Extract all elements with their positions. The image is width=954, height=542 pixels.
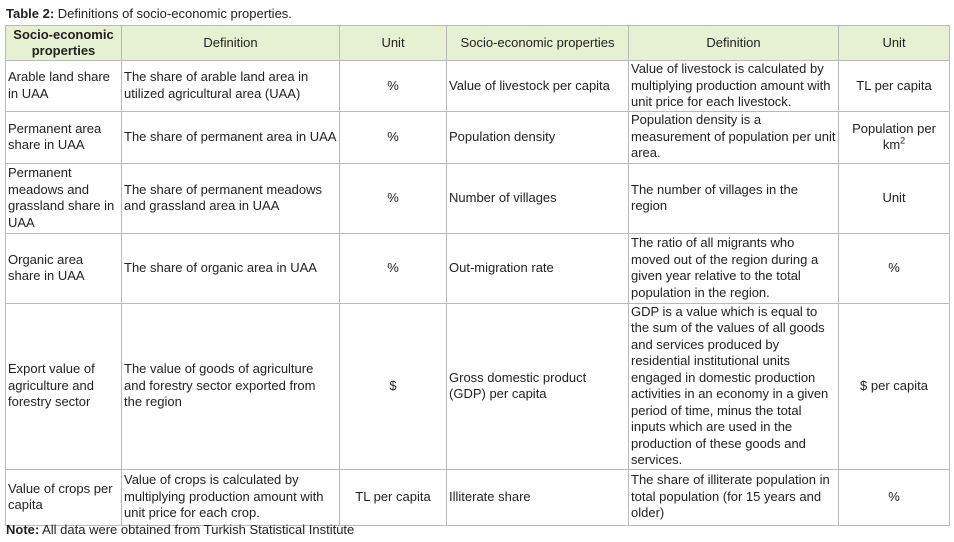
- header-unit-1: Unit: [340, 26, 447, 61]
- definition-cell: The value of goods of agriculture and forestry sector exported from the region: [122, 303, 340, 469]
- definition-cell: The share of arable land area in utilized agricultural area (UAA): [122, 61, 340, 112]
- unit-cell: %: [340, 163, 447, 233]
- unit-cell: TL per capita: [839, 61, 950, 112]
- table-caption-text: Definitions of socio-economic properties.: [57, 6, 292, 21]
- table-row: [6, 233, 950, 303]
- definitions-table: [5, 25, 950, 526]
- header-definition-2: Definition: [629, 26, 839, 61]
- property-cell: Export value of agriculture and forestry sector: [6, 303, 122, 469]
- unit-cell: Unit: [839, 163, 950, 233]
- property-cell: Permanent area share in UAA: [6, 111, 122, 163]
- header-unit-2: Unit: [839, 26, 950, 61]
- definition-cell: Value of livestock is calculated by multiplying production amount with unit price for each livestock.: [629, 61, 839, 112]
- property-cell: Arable land share in UAA: [6, 61, 122, 112]
- header-definition-1: Definition: [122, 26, 340, 61]
- unit-cell: %: [340, 233, 447, 303]
- definition-cell: The share of organic area in UAA: [122, 233, 340, 303]
- table-row: [6, 61, 950, 112]
- property-cell: Value of crops per capita: [6, 469, 122, 525]
- table-header-row: [6, 26, 950, 61]
- definition-cell: The share of permanent area in UAA: [122, 111, 340, 163]
- table-row: [6, 163, 950, 233]
- property-cell: Illiterate share: [447, 469, 629, 525]
- unit-text: Population per km: [852, 120, 936, 152]
- definition-cell: GDP is a value which is equal to the sum of the values of all goods and services produced by residential institutional units engaged in domestic production activities in an economy in a given period of time, minus the total inputs which are used in the production of these goods and services.: [629, 303, 839, 469]
- table-caption: [6, 6, 292, 22]
- property-cell: Population density: [447, 111, 629, 163]
- definition-cell: The ratio of all migrants who moved out of the region during a given year relative to the total population in the region.: [629, 233, 839, 303]
- property-cell: Number of villages: [447, 163, 629, 233]
- unit-cell: $: [340, 303, 447, 469]
- property-cell: Permanent meadows and grassland share in UAA: [6, 163, 122, 233]
- unit-cell: %: [340, 111, 447, 163]
- header-socio-economic-properties-1: Socio-economic properties: [6, 26, 122, 61]
- unit-superscript: 2: [900, 135, 906, 146]
- header-socio-economic-properties-2: Socio-economic properties: [447, 26, 629, 61]
- property-cell: Organic area share in UAA: [6, 233, 122, 303]
- unit-cell: $ per capita: [839, 303, 950, 469]
- definition-cell: The share of permanent meadows and grassland area in UAA: [122, 163, 340, 233]
- property-cell: Out-migration rate: [447, 233, 629, 303]
- table-note-text: All data were obtained from Turkish Statistical Institute: [42, 522, 355, 537]
- table-note: [6, 522, 354, 538]
- table-caption-label: Table 2:: [6, 6, 55, 21]
- definition-cell: Value of crops is calculated by multiplying production amount with unit price for each crop.: [122, 469, 340, 525]
- unit-cell: [839, 111, 950, 163]
- property-cell: Gross domestic product (GDP) per capita: [447, 303, 629, 469]
- table-note-label: Note:: [6, 522, 40, 537]
- property-cell: Value of livestock per capita: [447, 61, 629, 112]
- definition-cell: The number of villages in the region: [629, 163, 839, 233]
- table-row: [6, 303, 950, 469]
- definition-cell: Population density is a measurement of population per unit area.: [629, 111, 839, 163]
- unit-cell: %: [839, 469, 950, 525]
- table-row: [6, 469, 950, 525]
- unit-cell: TL per capita: [340, 469, 447, 525]
- unit-cell: %: [340, 61, 447, 112]
- table-row: [6, 111, 950, 163]
- definition-cell: The share of illiterate population in total population (for 15 years and older): [629, 469, 839, 525]
- unit-cell: %: [839, 233, 950, 303]
